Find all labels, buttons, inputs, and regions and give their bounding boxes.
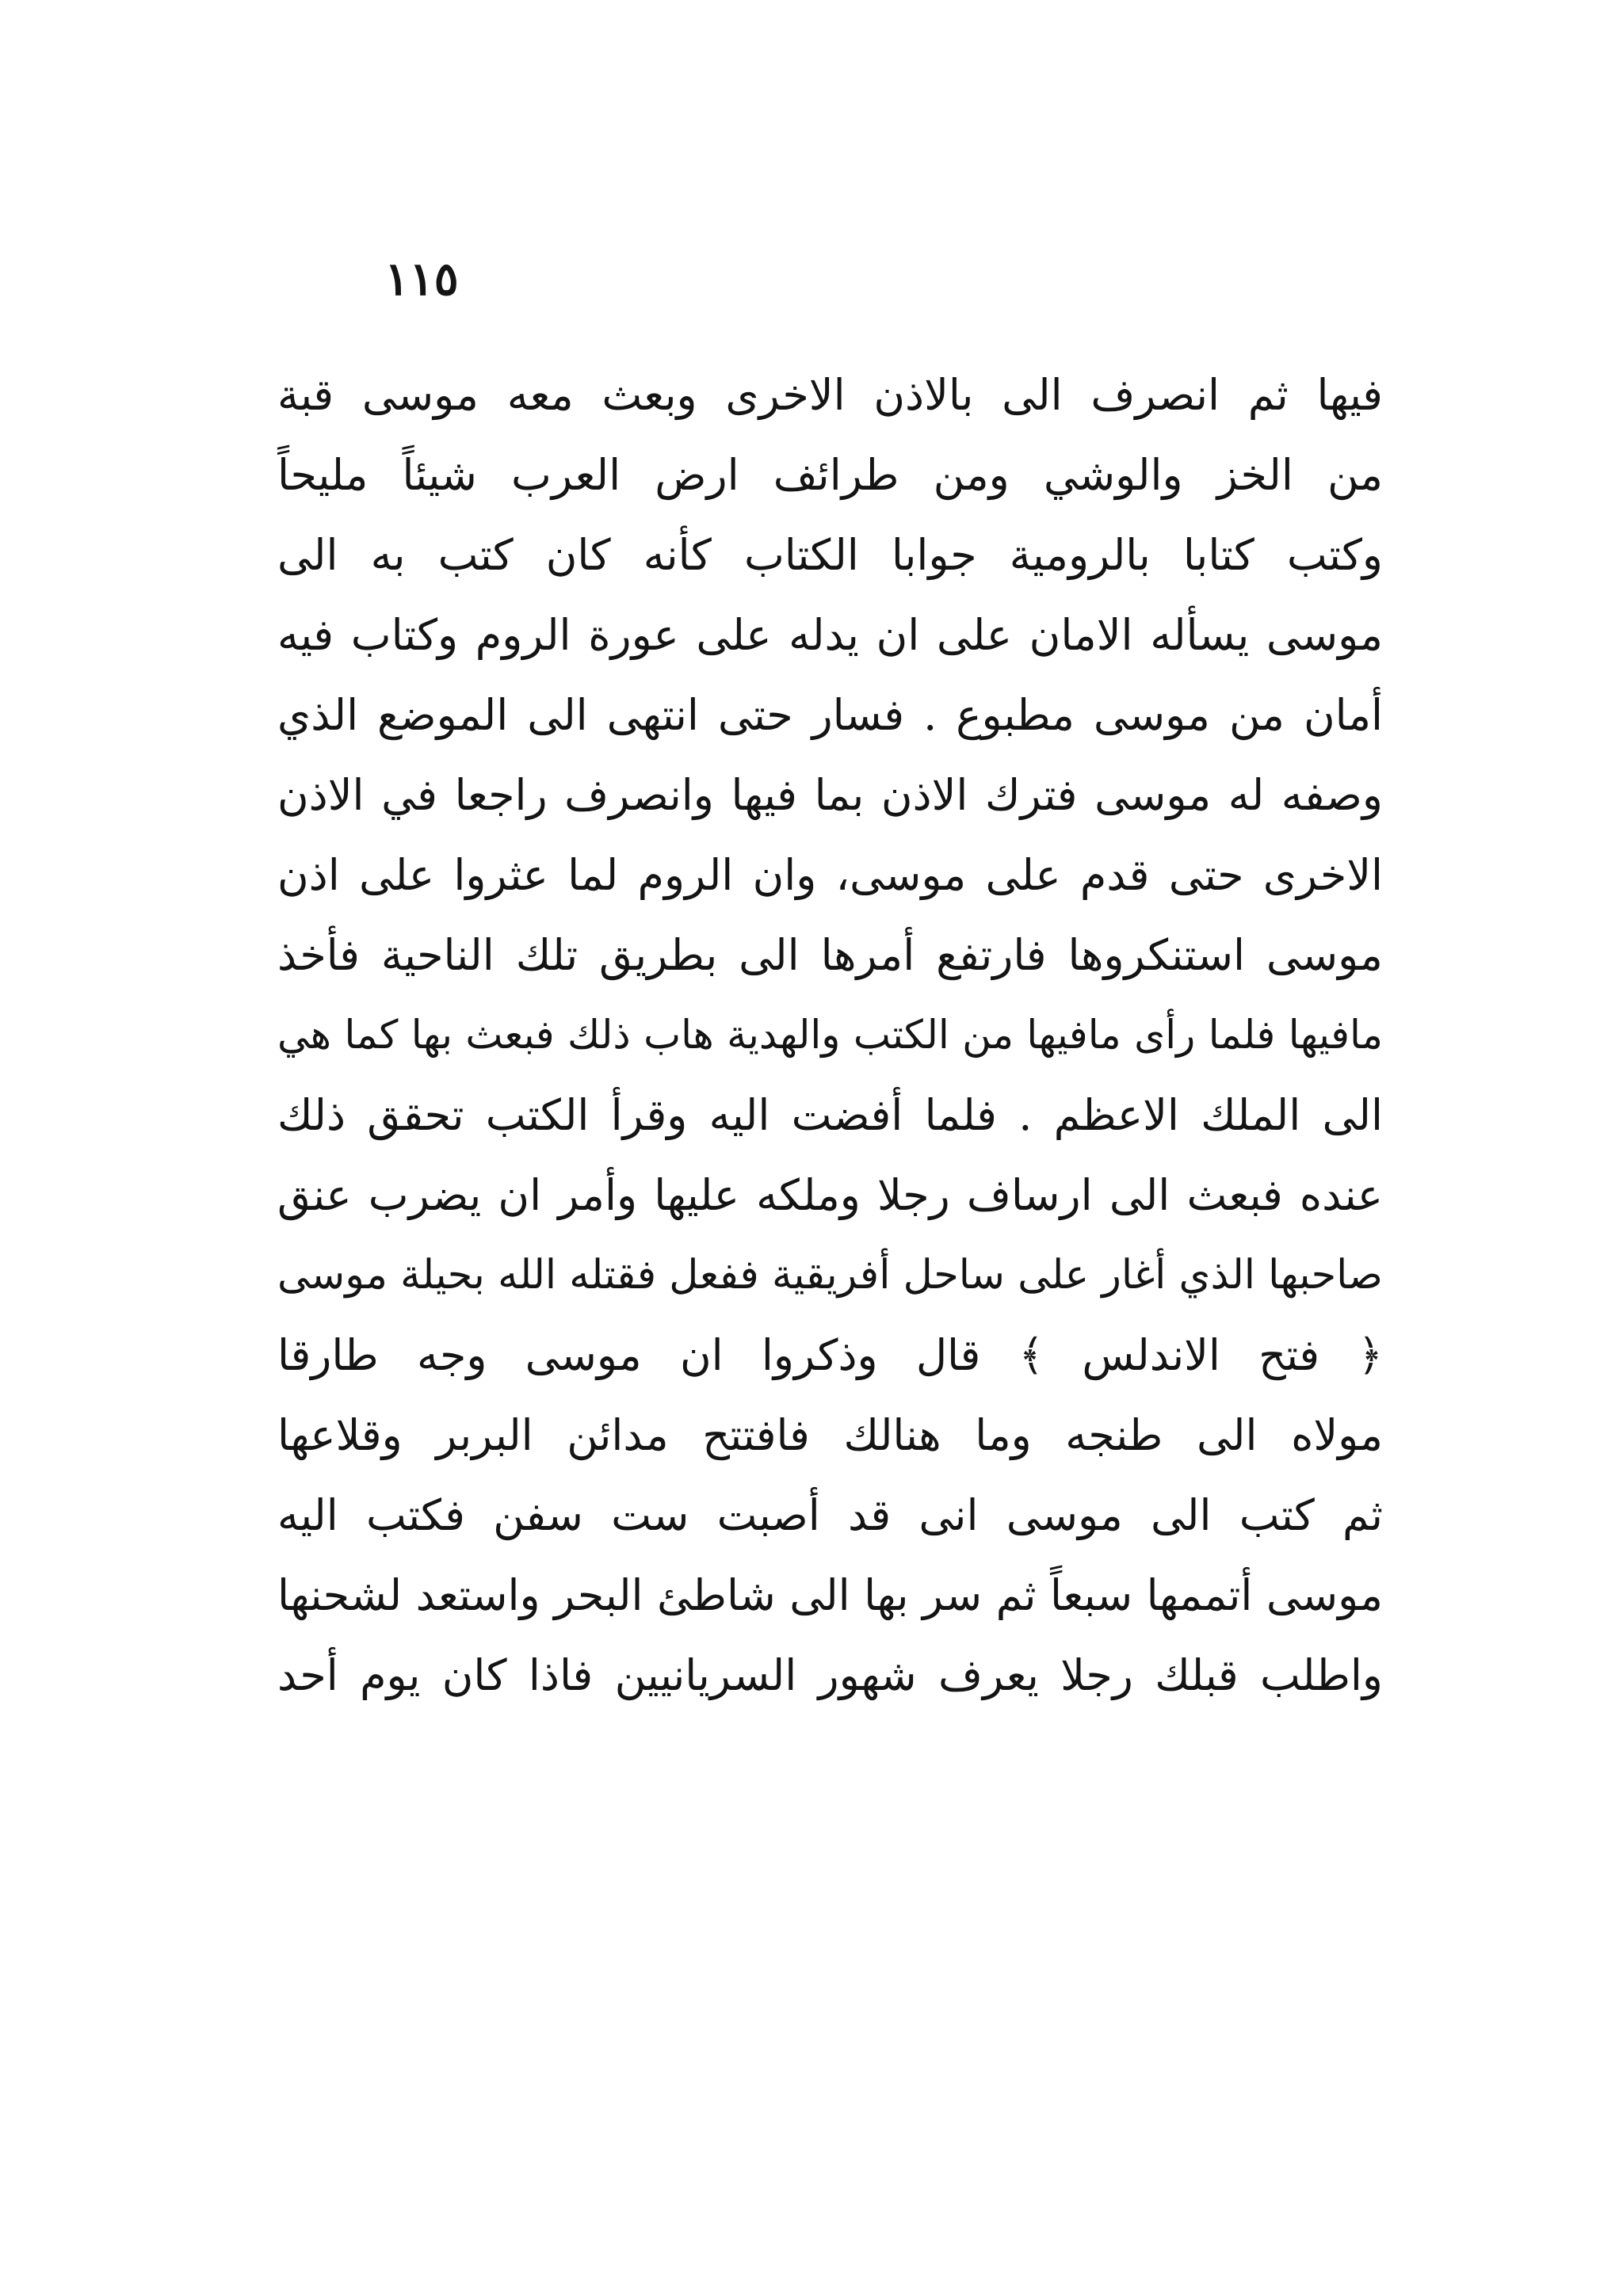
text-line: موسى أتممها سبعاً ثم سر بها الى شاطئ البحر واستعد لشحنها xyxy=(277,1570,1383,1620)
section-heading-line: ﴿ فتح الاندلس ﴾ قال وذكروا ان موسى وجه طارقا xyxy=(277,1330,1383,1380)
text-line: الى الملك الاعظم . فلما أفضت اليه وقرأ الكتب تحقق ذلك xyxy=(277,1090,1383,1140)
text-line: ثم كتب الى موسى انى قد أصبت ست سفن فكتب اليه xyxy=(277,1490,1383,1540)
text-line: صاحبها الذي أغار على ساحل أفريقية ففعل فقتله الله بحيلة موسى xyxy=(277,1252,1383,1299)
text-line: وصفه له موسى فترك الاذن بما فيها وانصرف راجعا في الاذن xyxy=(277,770,1383,820)
text-line: مولاه الى طنجه وما هنالك فافتتح مدائن البربر وقلاعها xyxy=(277,1410,1383,1460)
text-line: عنده فبعث الى ارساف رجلا وملكه عليها وأمر ان يضرب عنق xyxy=(277,1170,1383,1220)
page-text-block xyxy=(277,355,1383,1715)
text-line: من الخز والوشي ومن طرائف ارض العرب شيئاً مليحاً xyxy=(277,450,1383,500)
text-line: وكتب كتابا بالرومية جوابا الكتاب كأنه كان كتب به الى xyxy=(277,530,1383,580)
text-line: واطلب قبلك رجلا يعرف شهور السريانيين فاذا كان يوم أحد xyxy=(277,1650,1383,1700)
text-line: أمان من موسى مطبوع . فسار حتى انتهى الى الموضع الذي xyxy=(277,690,1383,740)
text-line: موسى استنكروها فارتفع أمرها الى بطريق تلك الناحية فأخذ xyxy=(277,930,1383,980)
page-number: ١١٥ xyxy=(384,252,459,306)
text-line: مافيها فلما رأى مافيها من الكتب والهدية هاب ذلك فبعث بها كما هي xyxy=(277,1012,1383,1058)
text-line: الاخرى حتى قدم على موسى، وان الروم لما عثروا على اذن xyxy=(277,850,1383,900)
text-line: فيها ثم انصرف الى بالاذن الاخرى وبعث معه موسى قبة xyxy=(277,370,1383,420)
text-line: موسى يسأله الامان على ان يدله على عورة الروم وكتاب فيه xyxy=(277,610,1383,660)
